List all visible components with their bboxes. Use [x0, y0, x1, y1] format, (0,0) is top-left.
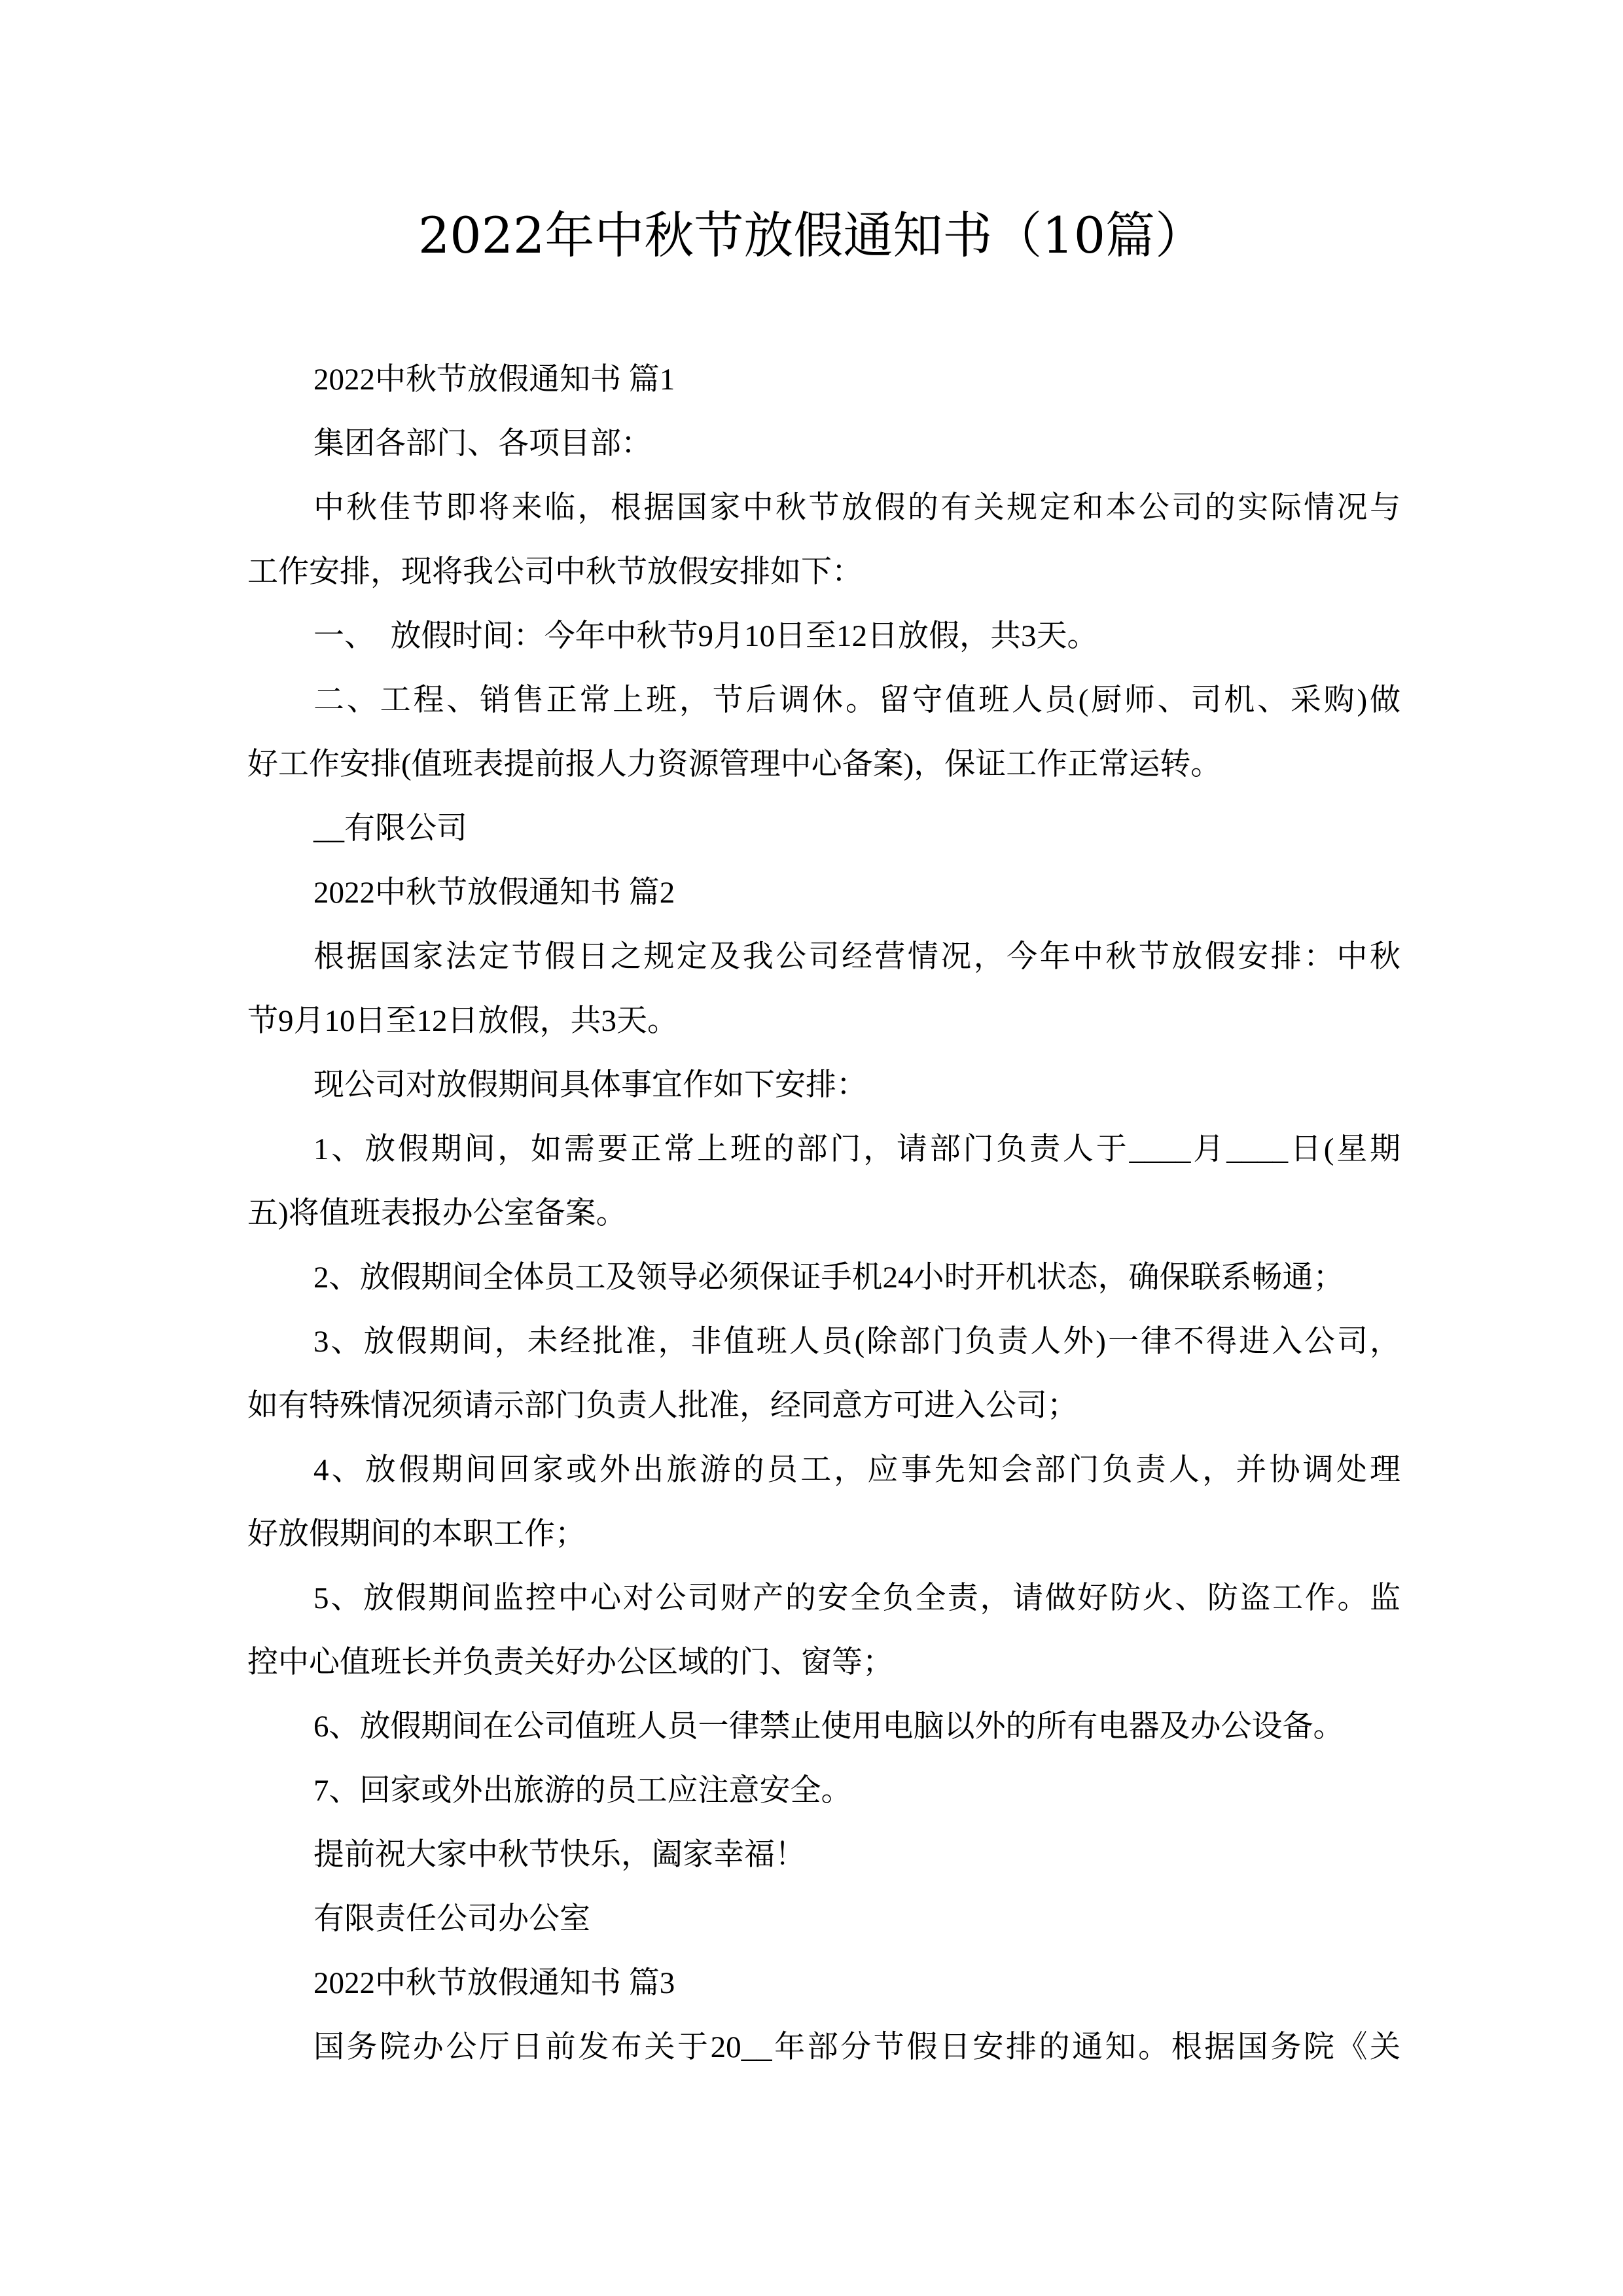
document-title: 2022年中秋节放假通知书（10篇）: [418, 206, 1205, 264]
text-line: 2022中秋节放假通知书 篇1: [313, 363, 675, 397]
text-line: 2、放假期间全体员工及领导必须保证手机24小时开机状态，确保联系畅通；: [313, 1261, 1344, 1295]
paragraph: [247, 604, 1400, 668]
text-line: 有限责任公司办公室: [313, 1902, 590, 1936]
paragraph: [247, 476, 1400, 604]
paragraph: [247, 925, 1400, 1053]
paragraph: [247, 797, 1400, 861]
text-line: 如有特殊情况须请示部门负责人批准，经同意方可进入公司；: [247, 1389, 1078, 1423]
text-line: 二、工程、销售正常上班，节后调休。留守值班人员(厨师、司机、采购)做: [313, 683, 1400, 717]
document-body: [247, 348, 1400, 2079]
text-line: 根据国家法定节假日之规定及我公司经营情况，今年中秋节放假安排：中秋: [313, 940, 1400, 974]
paragraph: [247, 1566, 1400, 1695]
text-line: 好放假期间的本职工作；: [247, 1517, 586, 1551]
paragraph: [247, 1246, 1400, 1310]
text-line: 现公司对放假期间具体事宜作如下安排：: [313, 1068, 867, 1102]
paragraph: [247, 1823, 1400, 1887]
text-line: 控中心值班长并负责关好办公区域的门、窗等；: [247, 1645, 893, 1679]
text-line: 中秋佳节即将来临，根据国家中秋节放假的有关规定和本公司的实际情况与: [313, 491, 1400, 525]
paragraph: [247, 1117, 1400, 1246]
paragraph: [247, 412, 1400, 476]
text-line: 3、放假期间，未经批准，非值班人员(除部门负责人外)一律不得进入公司，: [313, 1325, 1400, 1359]
text-line: __有限公司: [313, 812, 467, 846]
text-line: 5、放假期间监控中心对公司财产的安全负全责，请做好防火、防盗工作。监: [313, 1581, 1400, 1615]
text-line: 工作安排，现将我公司中秋节放假安排如下：: [247, 555, 863, 589]
text-line: 节9月10日至12日放假，共3天。: [247, 1004, 678, 1038]
text-line: 五)将值班表报办公室备案。: [247, 1196, 627, 1230]
paragraph: [247, 1759, 1400, 1823]
paragraph: [247, 1695, 1400, 1759]
paragraph: [247, 1887, 1400, 1951]
text-line: 2022中秋节放假通知书 篇3: [313, 1966, 675, 2000]
paragraph: [247, 1310, 1400, 1438]
text-line: 提前祝大家中秋节快乐，阖家幸福！: [313, 1838, 806, 1872]
paragraph: [247, 1053, 1400, 1117]
text-line: 一、 放假时间：今年中秋节9月10日至12日放假，共3天。: [313, 619, 1098, 653]
paragraph: [247, 348, 1400, 412]
paragraph: [247, 668, 1400, 797]
text-line: 1、放假期间，如需要正常上班的部门，请部门负责人于____月____日(星期: [313, 1132, 1400, 1166]
text-line: 国务院办公厅日前发布关于20__年部分节假日安排的通知。根据国务院《关: [313, 2030, 1400, 2064]
paragraph: [247, 1951, 1400, 2015]
text-line: 7、回家或外出旅游的员工应注意安全。: [313, 1774, 852, 1808]
text-line: 6、放假期间在公司值班人员一律禁止使用电脑以外的所有电器及办公设备。: [313, 1710, 1344, 1744]
paragraph: [247, 861, 1400, 925]
text-line: 2022中秋节放假通知书 篇2: [313, 876, 675, 910]
paragraph: [247, 1438, 1400, 1566]
paragraph: [247, 2015, 1400, 2079]
text-line: 集团各部门、各项目部：: [313, 427, 652, 461]
text-line: 好工作安排(值班表提前报人力资源管理中心备案)，保证工作正常运转。: [247, 747, 1222, 781]
text-line: 4、放假期间回家或外出旅游的员工，应事先知会部门负责人，并协调处理: [313, 1453, 1400, 1487]
